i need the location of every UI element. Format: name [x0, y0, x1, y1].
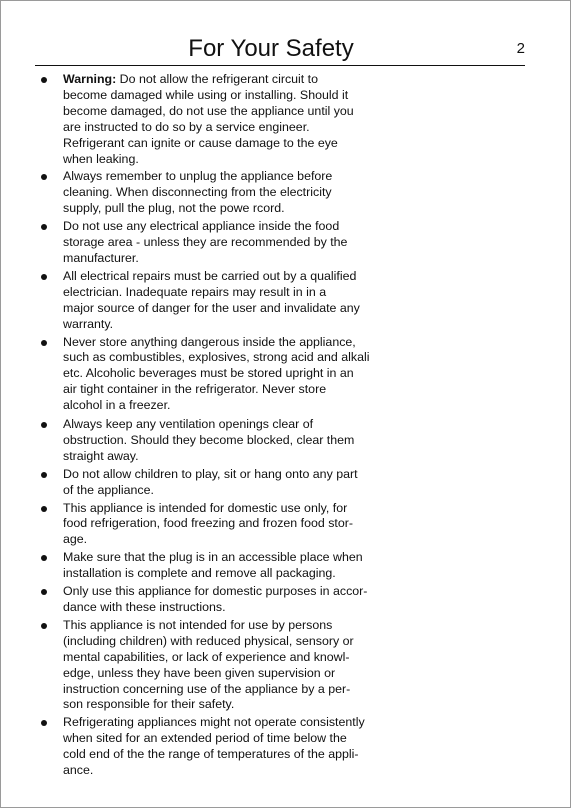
bullet-icon	[41, 506, 47, 512]
page-number: 2	[516, 40, 525, 57]
list-item	[40, 417, 370, 465]
list-item	[40, 584, 370, 616]
text-line: ance.	[63, 763, 94, 778]
text-line: edge, unless they have been given supervision or	[63, 665, 336, 680]
list-item	[40, 269, 370, 333]
bullet-icon	[41, 472, 47, 478]
text-line: become damaged while using or installing. Should it	[63, 87, 349, 102]
text-line: when leaking.	[63, 151, 139, 166]
text-line: straight away.	[63, 448, 139, 463]
bullet-icon	[41, 555, 47, 561]
text-line: electrician. Inadequate repairs may result in in a	[63, 284, 327, 299]
list-item	[40, 715, 370, 779]
list-item	[40, 335, 370, 415]
bullet-icon	[41, 77, 47, 83]
text-line: cold end of the the range of temperatures of the appli-	[63, 747, 359, 762]
list-item	[40, 618, 370, 713]
text-line: This appliance is not intended for use by persons	[63, 617, 333, 632]
list-item	[40, 72, 370, 167]
text-line: are instructed to do so by a service engineer.	[63, 119, 310, 134]
bullet-icon	[41, 340, 47, 346]
text-line: Only use this appliance for domestic purposes in accor-	[63, 584, 368, 599]
bullet-icon	[41, 422, 47, 428]
page-header	[35, 34, 525, 64]
text-line: become damaged, do not use the appliance until you	[63, 103, 354, 118]
safety-content	[40, 72, 370, 779]
text-line: instruction concerning use of the appliance by a per-	[63, 681, 351, 696]
text-line: age.	[63, 532, 88, 547]
page-title: For Your Safety	[188, 35, 354, 62]
text-line: All electrical repairs must be carried out by a qualified	[63, 268, 357, 283]
safety-list	[40, 72, 370, 779]
list-item	[40, 467, 370, 499]
text-line: alcohol in a freezer.	[63, 398, 171, 413]
bullet-icon	[41, 720, 47, 726]
text-line: manufacturer.	[63, 250, 139, 265]
text-line: such as combustibles, explosives, strong acid and alkali	[63, 350, 370, 365]
text-line	[63, 72, 370, 88]
header-divider	[35, 65, 525, 66]
text-line: mental capabilities, or lack of experience and knowl-	[63, 649, 350, 664]
text-line: son responsible for their safety.	[63, 697, 235, 712]
bullet-icon	[41, 623, 47, 629]
text-line: This appliance is intended for domestic use only, for	[63, 500, 348, 515]
text-line: Refrigerating appliances might not operate consistently	[63, 715, 365, 730]
bullet-icon	[41, 224, 47, 230]
text-line: cleaning. When disconnecting from the electricity	[63, 185, 332, 200]
text-line: major source of danger for the user and invalidate any	[63, 300, 360, 315]
text-line: Always remember to unplug the appliance before	[63, 169, 333, 184]
text-line: Never store anything dangerous inside the appliance,	[63, 334, 356, 349]
bullet-icon	[41, 274, 47, 280]
text-line: Do not use any electrical appliance inside the food	[63, 219, 340, 234]
list-item	[40, 550, 370, 582]
text-line: Make sure that the plug is in an accessible place when	[63, 550, 363, 565]
text-line: installation is complete and remove all packaging.	[63, 566, 336, 581]
warning-text: Do not allow the refrigerant circuit to	[116, 72, 319, 86]
text-line: obstruction. Should they become blocked, clear them	[63, 432, 355, 447]
bullet-icon	[41, 589, 47, 595]
text-line: food refrigeration, food freezing and frozen food stor-	[63, 516, 353, 531]
text-line: dance with these instructions.	[63, 600, 226, 614]
text-line: when sited for an extended period of time below the	[63, 731, 347, 746]
text-line: storage area - unless they are recommended by the	[63, 235, 348, 250]
text-line: Do not allow children to play, sit or hang onto any part	[63, 466, 358, 481]
warning-label: Warning:	[63, 72, 117, 86]
text-line: supply, pull the plug, not the powe rcord.	[63, 201, 285, 216]
text-line: air tight container in the refrigerator. Never store	[63, 382, 327, 397]
text-line: etc. Alcoholic beverages must be stored upright in an	[63, 366, 354, 381]
text-line: Always keep any ventilation openings clear of	[63, 417, 314, 432]
text-line: warranty.	[63, 316, 114, 331]
bullet-icon	[41, 174, 47, 180]
list-item	[40, 169, 370, 217]
list-item	[40, 501, 370, 549]
text-line: of the appliance.	[63, 482, 154, 497]
list-item	[40, 219, 370, 267]
text-line: (including children) with reduced physical, sensory or	[63, 633, 354, 648]
text-line: Refrigerant can ignite or cause damage to the eye	[63, 135, 338, 150]
